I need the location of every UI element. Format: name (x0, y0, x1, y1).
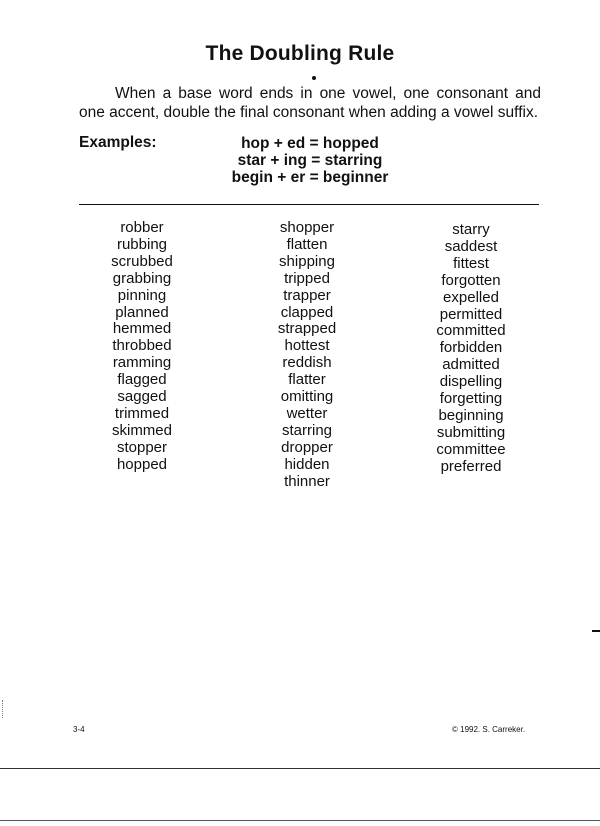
word-item: thinner (284, 472, 330, 490)
word-item: shipping (279, 252, 335, 270)
word-item: ramming (112, 354, 172, 372)
word-item: forgetting (439, 390, 503, 408)
word-item: skimmed (111, 421, 172, 439)
page-bottom-edge (0, 820, 600, 821)
word-item: planned (115, 303, 169, 321)
word-item: dispelling (439, 373, 503, 391)
bottom-divider (0, 768, 600, 769)
word-item: admitted (442, 356, 500, 374)
word-item: flatter (288, 371, 326, 389)
word-column-2 (237, 220, 377, 491)
word-item: fittest (453, 254, 489, 272)
word-item: stopper (116, 438, 168, 456)
word-column-3 (401, 222, 541, 476)
word-item: expelled (443, 288, 499, 306)
copyright-notice: © 1992. S. Carreker. (452, 725, 526, 734)
word-item: hemmed (112, 320, 172, 338)
margin-tick-mark (592, 630, 600, 632)
word-item: throbbed (112, 337, 172, 355)
word-item: hottest (284, 337, 330, 355)
example-hop: hop + ed = hopped (241, 135, 379, 152)
word-item: dropper (281, 438, 333, 456)
word-item: hidden (284, 455, 330, 473)
word-item: shopper (279, 219, 335, 236)
word-item: forbidden (439, 339, 503, 357)
word-item: omitting (280, 388, 334, 406)
word-item: trimmed (114, 404, 170, 422)
rule-description: When a base word ends in one vowel, one consonant and one accent, double the final consonant when adding a vowel suffix. (79, 85, 541, 121)
word-item: submitting (436, 423, 506, 441)
example-star: star + ing = starring (237, 152, 383, 169)
word-item: hopped (116, 455, 168, 473)
word-item: trapper (283, 286, 331, 304)
word-item: permitted (439, 305, 503, 323)
binding-hole-mark (2, 700, 5, 718)
word-item: tripped (284, 269, 330, 287)
word-item: committed (436, 322, 506, 340)
example-begin: begin + er = beginner (231, 169, 389, 186)
word-item: flatten (286, 235, 328, 253)
word-item: scrubbed (111, 252, 173, 270)
word-item: starring (281, 421, 333, 439)
examples-label: Examples: (79, 134, 157, 151)
word-item: flagged (117, 371, 167, 389)
page-number: 3-4 (73, 725, 85, 734)
word-item: preferred (440, 457, 502, 475)
word-item: beginning (438, 406, 504, 424)
word-item: pinning (117, 286, 167, 304)
divider-line (79, 204, 539, 205)
page-title: The Doubling Rule (205, 42, 395, 65)
word-item: starry (452, 221, 490, 238)
word-item: robber (120, 219, 164, 236)
word-item: grabbing (112, 269, 172, 287)
word-item: rubbing (116, 235, 168, 253)
word-column-1 (72, 220, 212, 474)
word-item: saddest (444, 237, 498, 255)
word-item: reddish (282, 354, 332, 372)
word-item: forgotten (441, 271, 501, 289)
word-item: clapped (280, 303, 334, 321)
word-item: sagged (117, 388, 167, 406)
stray-dot-mark (312, 76, 316, 80)
word-item: strapped (277, 320, 337, 338)
word-item: committee (436, 440, 506, 458)
word-item: wetter (286, 404, 328, 422)
